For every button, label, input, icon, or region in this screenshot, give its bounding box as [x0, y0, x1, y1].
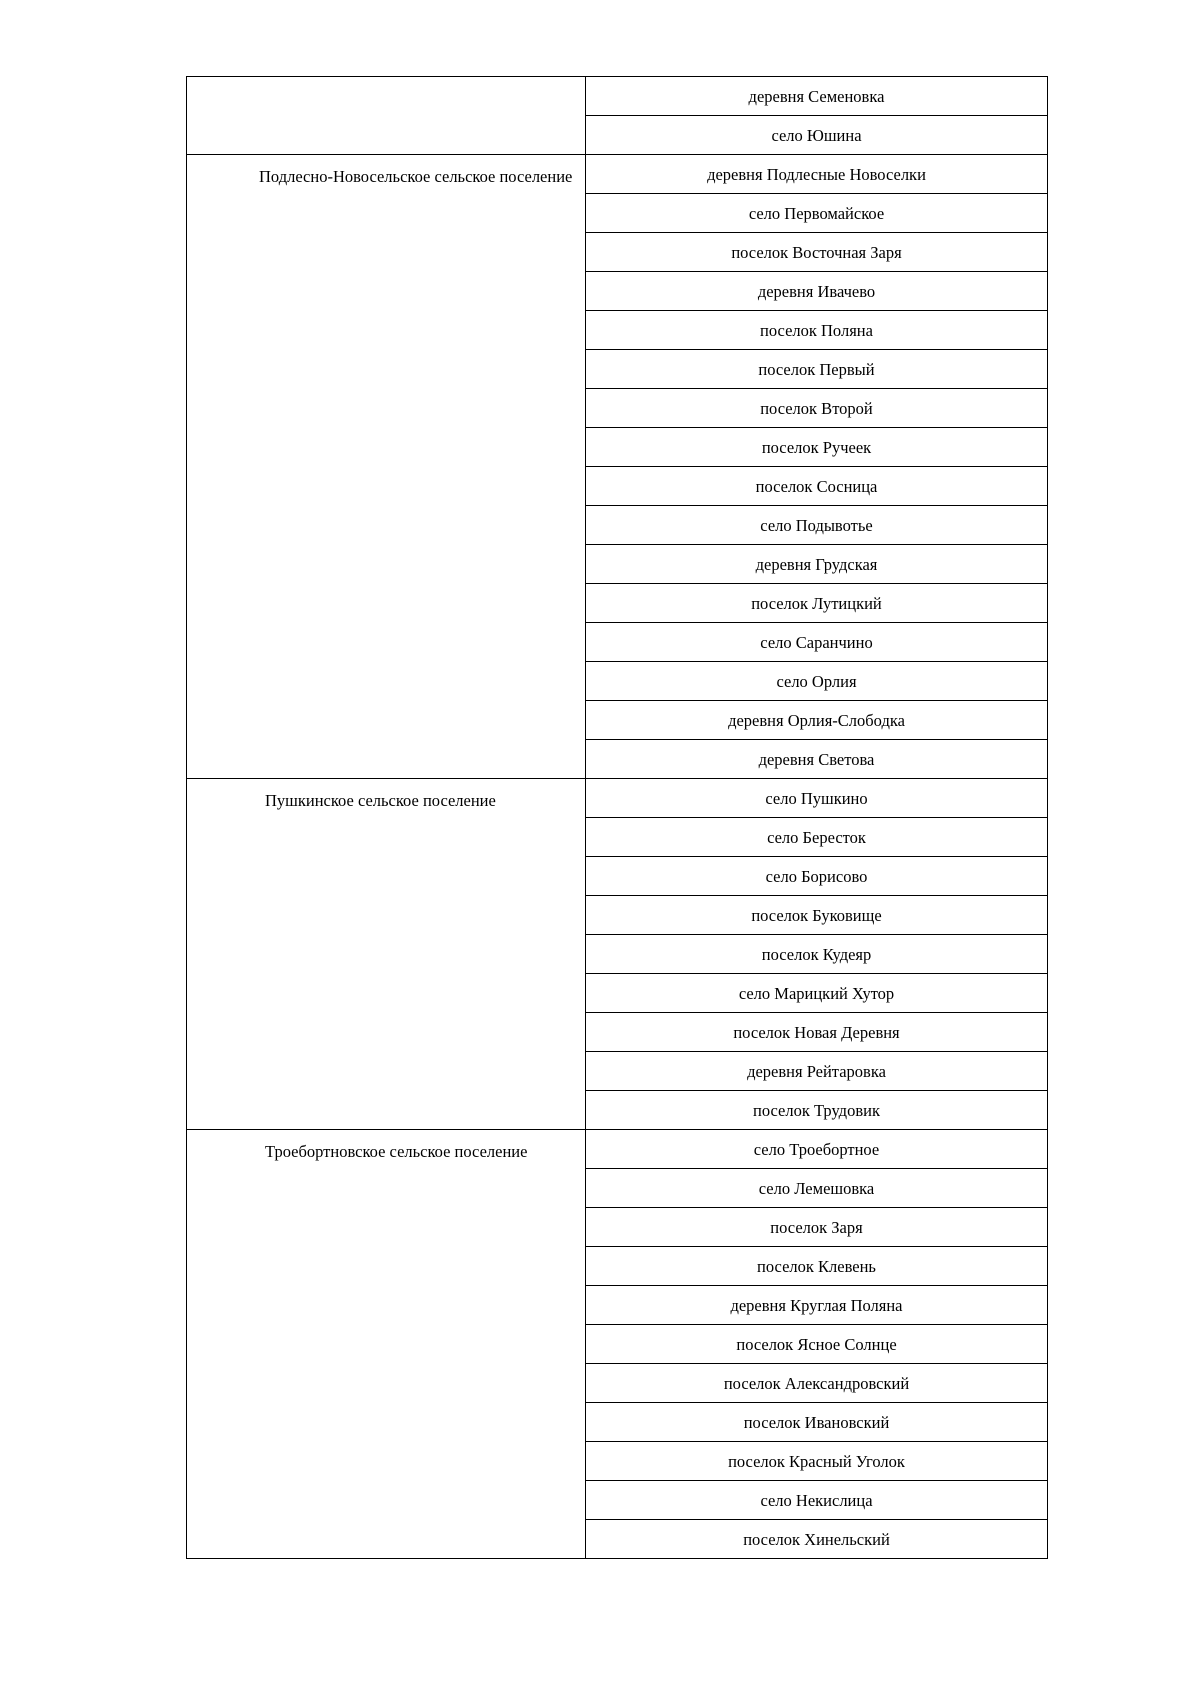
settlement-cell: село Бересток: [586, 818, 1048, 857]
settlement-cell: поселок Красный Уголок: [586, 1442, 1048, 1481]
settlement-cell: поселок Хинельский: [586, 1520, 1048, 1559]
municipality-name: Пушкинское сельское поселение: [265, 791, 496, 810]
municipality-name: Троебортновское сельское поселение: [265, 1142, 528, 1161]
settlement-cell: поселок Буковище: [586, 896, 1048, 935]
settlement-cell: село Подывотье: [586, 506, 1048, 545]
municipality-name: Подлесно-Новосельское сельское поселение: [259, 167, 573, 186]
settlement-cell: поселок Ручеек: [586, 428, 1048, 467]
settlement-cell: деревня Грудская: [586, 545, 1048, 584]
settlement-cell: поселок Первый: [586, 350, 1048, 389]
settlement-cell: поселок Восточная Заря: [586, 233, 1048, 272]
settlement-cell: село Борисово: [586, 857, 1048, 896]
settlement-cell: поселок Второй: [586, 389, 1048, 428]
table-row: [187, 1130, 1048, 1169]
settlement-cell: поселок Новая Деревня: [586, 1013, 1048, 1052]
settlement-cell: село Пушкино: [586, 779, 1048, 818]
settlement-cell: село Орлия: [586, 662, 1048, 701]
settlement-cell: поселок Поляна: [586, 311, 1048, 350]
table-row: [187, 155, 1048, 194]
settlement-cell: поселок Ивановский: [586, 1403, 1048, 1442]
settlement-cell: село Первомайское: [586, 194, 1048, 233]
settlement-cell: поселок Александровский: [586, 1364, 1048, 1403]
settlement-cell: село Лемешовка: [586, 1169, 1048, 1208]
settlement-cell: деревня Круглая Поляна: [586, 1286, 1048, 1325]
settlement-cell: село Саранчино: [586, 623, 1048, 662]
municipality-cell: [187, 155, 586, 779]
settlement-cell: поселок Ясное Солнце: [586, 1325, 1048, 1364]
settlement-cell: деревня Семеновка: [586, 77, 1048, 116]
settlement-cell: деревня Подлесные Новоселки: [586, 155, 1048, 194]
settlement-cell: поселок Лутицкий: [586, 584, 1048, 623]
table-row: [187, 77, 1048, 116]
settlement-cell: деревня Светова: [586, 740, 1048, 779]
settlement-cell: деревня Рейтаровка: [586, 1052, 1048, 1091]
settlement-cell: поселок Клевень: [586, 1247, 1048, 1286]
table-row: [187, 779, 1048, 818]
municipality-cell: [187, 77, 586, 155]
settlement-cell: село Марицкий Хутор: [586, 974, 1048, 1013]
settlements-table: [186, 76, 1048, 1559]
settlement-cell: поселок Кудеяр: [586, 935, 1048, 974]
settlement-cell: деревня Ивачево: [586, 272, 1048, 311]
settlement-cell: деревня Орлия-Слободка: [586, 701, 1048, 740]
settlement-cell: поселок Трудовик: [586, 1091, 1048, 1130]
settlements-table-body: [187, 77, 1048, 1559]
settlement-cell: село Троебортное: [586, 1130, 1048, 1169]
settlement-cell: поселок Заря: [586, 1208, 1048, 1247]
municipality-cell: [187, 779, 586, 1130]
settlement-cell: село Юшина: [586, 116, 1048, 155]
municipality-cell: [187, 1130, 586, 1559]
settlement-cell: село Некислица: [586, 1481, 1048, 1520]
settlement-cell: поселок Сосница: [586, 467, 1048, 506]
